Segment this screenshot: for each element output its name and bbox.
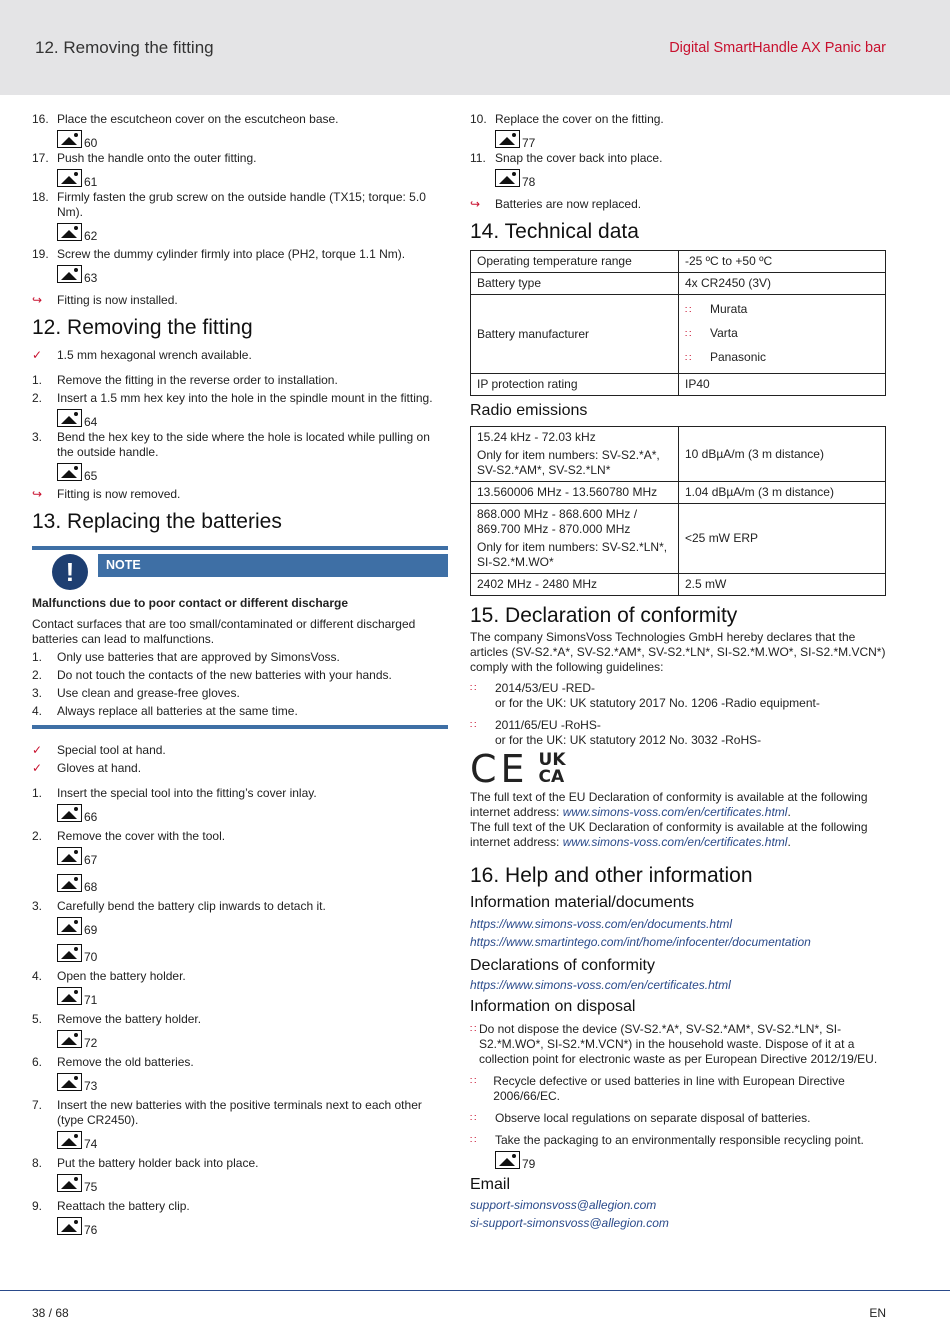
result-arrow-icon: ↪ [32, 487, 43, 501]
image-placeholder: 69 [57, 914, 448, 938]
image-icon [57, 917, 82, 935]
heading-radio: Radio emissions [470, 402, 588, 419]
list-item: 16. Place the escutcheon cover on the escutcheon base. [32, 112, 339, 126]
note-top-bar [32, 546, 448, 550]
list-item: 2. Insert a 1.5 mm hex key into the hole in the spindle mount in the fitting. [32, 391, 433, 405]
disposal-item: ∷ Observe local regulations on separate disposal of batteries. [470, 1111, 811, 1125]
bullet-icon: ∷ [470, 1113, 477, 1124]
image-icon [57, 987, 82, 1005]
list-item: 6. Remove the old batteries. [32, 1055, 194, 1069]
note-bottom-bar [32, 725, 448, 729]
language-code: EN [869, 1306, 886, 1320]
precondition: ✓ 1.5 mm hexagonal wrench available. [32, 348, 252, 362]
image-icon [57, 130, 82, 148]
list-item: 4. Open the battery holder. [32, 969, 186, 983]
table-row: 13.560006 MHz - 13.560780 MHz 1.04 dBµA/m (3 m distance) [471, 482, 886, 504]
guideline-item: ∷ 2014/53/EU -RED- or for the UK: UK statutory 2017 No. 1206 -Radio equipment- [470, 681, 820, 710]
image-icon [57, 1131, 82, 1149]
certificates-link[interactable]: https://www.simons-voss.com/en/certificates.html [470, 978, 731, 992]
image-placeholder: 67 [57, 844, 448, 868]
list-item: 9. Reattach the battery clip. [32, 1199, 190, 1213]
note-item: 2. Do not touch the contacts of the new batteries with your hands. [32, 668, 392, 682]
image-placeholder: 66 [57, 801, 448, 825]
note-item: 1. Only use batteries that are approved by SimonsVoss. [32, 650, 340, 664]
list-item: 10. Replace the cover on the fitting. [470, 112, 664, 126]
left-column [32, 112, 448, 1238]
list-item: 7. Insert the new batteries with the positive terminals next to each other (type CR2450). [32, 1098, 422, 1127]
image-placeholder: 75 [57, 1171, 448, 1195]
note-box [32, 546, 448, 729]
image-icon [57, 1073, 82, 1091]
declaration-text: The company SimonsVoss Technologies GmbH hereby declares that the articles (SV-S2.*A*, SV-S2.*AM*, SV-S2.*LN*, SI-S2.*M.WO*, SI-S2.*M.VCN*) comply with the following guidelines: [470, 630, 886, 674]
precondition: ✓ Gloves at hand. [32, 761, 142, 775]
image-placeholder: 74 [57, 1128, 448, 1152]
heading-declaration: 15. Declaration of conformity [470, 604, 738, 627]
si-support-email-link[interactable]: si-support-simonsvoss@allegion.com [470, 1216, 669, 1230]
image-icon [57, 1030, 82, 1048]
bullet-icon: ∷ [470, 1135, 477, 1146]
table-row: 15.24 kHz - 72.03 kHz Only for item numbers: SV-S2.*A*, SV-S2.*AM*, SV-S2.*LN* 10 dBµA/m (3 m distance) [471, 427, 886, 482]
tech-table [470, 250, 886, 396]
image-placeholder: 78 [495, 166, 886, 190]
list-item: 11. Snap the cover back into place. [470, 151, 663, 165]
list-item: 2. Remove the cover with the tool. [32, 829, 226, 843]
ukca-mark-icon: UK CA [538, 750, 566, 787]
uk-declaration: The full text of the UK Declaration of conformity is available at the following internet address: www.simons-voss.com/en/certificates.html. [470, 820, 868, 849]
heading-replacing: 13. Replacing the batteries [32, 510, 282, 533]
bullet-icon: ∷ [470, 720, 477, 731]
image-icon [57, 169, 82, 187]
list-item: 8. Put the battery holder back into place. [32, 1156, 259, 1170]
note-label: NOTE [98, 554, 448, 577]
product-title: Digital SmartHandle AX Panic bar [669, 40, 886, 56]
list-item: 3. Carefully bend the battery clip inwards to detach it. [32, 899, 326, 913]
documents-link[interactable]: https://www.simons-voss.com/en/documents.html [470, 917, 733, 931]
ce-mark-icon: CE [470, 747, 529, 791]
conformity-marks [470, 747, 886, 791]
right-column [470, 112, 886, 1232]
list-item: 18. Firmly fasten the grub screw on the outside handle (TX15; torque: 5.0 Nm). [32, 190, 426, 219]
image-icon [57, 874, 82, 892]
radio-table [470, 426, 886, 596]
image-icon [57, 463, 82, 481]
table-row: 868.000 MHz - 868.600 MHz / 869.700 MHz - 870.000 MHz Only for item numbers: SV-S2.*LN*, SI-S2.*M.WO* <25 mW ERP [471, 504, 886, 574]
table-row: 2402 MHz - 2480 MHz 2.5 mW [471, 574, 886, 596]
heading-disposal: Information on disposal [470, 998, 636, 1015]
table-row: Operating temperature range -25 ºC to +50 ºC [471, 251, 886, 273]
image-placeholder: 73 [57, 1070, 448, 1094]
precondition: ✓ Special tool at hand. [32, 743, 166, 757]
heading-removing: 12. Removing the fitting [32, 316, 253, 339]
heading-declarations: Declarations of conformity [470, 957, 655, 974]
image-icon [57, 409, 82, 427]
image-icon [57, 1217, 82, 1235]
result-line: ↪ Batteries are now replaced. [470, 197, 642, 211]
result-arrow-icon: ↪ [32, 293, 43, 307]
eu-declaration: The full text of the EU Declaration of conformity is available at the following internet address: www.simons-voss.com/en/certificates.html. [470, 790, 868, 819]
check-icon: ✓ [32, 761, 43, 775]
list-item: 17. Push the handle onto the outer fitting. [32, 151, 257, 165]
image-icon [57, 944, 82, 962]
list-item: 19. Screw the dummy cylinder firmly into place (PH2, torque 1.1 Nm). [32, 247, 406, 261]
disposal-item: ∷ Do not dispose the device (SV-S2.*A*, SV-S2.*AM*, SV-S2.*LN*, SI-S2.*M.WO*, SI-S2.*M.VCN*) in the household waste. Dispose of it at a collection point for electronic waste as per European Directive 2012/19/EU. [470, 1022, 878, 1066]
result-arrow-icon: ↪ [470, 197, 481, 211]
list-item: 1. Remove the fitting in the reverse order to installation. [32, 373, 338, 387]
list-item: ∷ Varta [685, 322, 879, 346]
bullet-icon: ∷ [470, 683, 477, 694]
bullet-icon: ∷ [470, 1024, 477, 1035]
image-placeholder: 77 [495, 127, 886, 151]
image-icon [57, 223, 82, 241]
disposal-item: ∷ Take the packaging to an environmentally responsible recycling point. [470, 1133, 864, 1147]
documentation-link[interactable]: https://www.smartintego.com/int/home/infocenter/documentation [470, 935, 811, 949]
footer-divider [0, 1290, 950, 1291]
image-placeholder: 68 [57, 871, 448, 895]
image-placeholder: 62 [57, 220, 448, 244]
list-item: ∷ Murata [685, 298, 879, 322]
image-icon [495, 1151, 520, 1169]
section-title: 12. Removing the fitting [35, 38, 214, 57]
note-item: 3. Use clean and grease-free gloves. [32, 686, 240, 700]
image-icon [57, 847, 82, 865]
heading-help: 16. Help and other information [470, 864, 753, 887]
image-placeholder: 64 [57, 406, 448, 430]
page-number: 38 / 68 [32, 1306, 69, 1320]
list-item: 1. Insert the special tool into the fitting’s cover inlay. [32, 786, 317, 800]
table-row: Battery type 4x CR2450 (3V) [471, 273, 886, 295]
image-placeholder: 71 [57, 984, 448, 1008]
image-placeholder: 63 [57, 262, 448, 286]
bullet-icon: ∷ [685, 329, 692, 340]
disposal-item: ∷ Recycle defective or used batteries in line with European Directive 2006/66/EC. [470, 1074, 845, 1103]
page-header [0, 0, 950, 95]
note-title: Malfunctions due to poor contact or different discharge [32, 596, 349, 610]
note-text: Contact surfaces that are too small/contaminated or different discharged batteries can lead to malfunctions. [32, 617, 416, 646]
note-item: 4. Always replace all batteries at the same time. [32, 704, 298, 718]
bullet-icon: ∷ [470, 1076, 477, 1087]
bullet-icon: ∷ [685, 305, 692, 316]
image-icon [57, 265, 82, 283]
heading-email: Email [470, 1176, 511, 1193]
support-email-link[interactable]: support-simonsvoss@allegion.com [470, 1198, 657, 1212]
list-item: 3. Bend the hex key to the side where the hole is located while pulling on the outside handle. [32, 430, 430, 459]
image-icon [57, 1174, 82, 1192]
heading-technical-data: 14. Technical data [470, 220, 639, 243]
image-placeholder: 60 [57, 127, 448, 151]
table-row: IP protection rating IP40 [471, 374, 886, 396]
list-item: ∷ Panasonic [685, 346, 879, 370]
image-placeholder: 65 [57, 460, 448, 484]
exclamation-icon: ! [52, 554, 88, 590]
heading-info-material: Information material/documents [470, 894, 695, 911]
image-icon [495, 169, 520, 187]
image-icon [57, 804, 82, 822]
bullet-icon: ∷ [685, 353, 692, 364]
check-icon: ✓ [32, 348, 43, 362]
image-placeholder: 72 [57, 1027, 448, 1051]
uk-certificates-link[interactable]: www.simons-voss.com/en/certificates.html [562, 835, 788, 849]
check-icon: ✓ [32, 743, 43, 757]
table-row: Battery manufacturer ∷ Murata ∷ Varta ∷ Panasonic [471, 295, 886, 374]
image-placeholder: 79 [495, 1148, 886, 1172]
image-placeholder: 70 [57, 941, 448, 965]
result-line: ↪ Fitting is now removed. [32, 487, 181, 501]
result-line: ↪ Fitting is now installed. [32, 293, 178, 307]
image-placeholder: 61 [57, 166, 448, 190]
image-icon [495, 130, 520, 148]
image-placeholder: 76 [57, 1214, 448, 1238]
list-item: 5. Remove the battery holder. [32, 1012, 202, 1026]
guideline-item: ∷ 2011/65/EU -RoHS- or for the UK: UK statutory 2012 No. 3032 -RoHS- [470, 718, 762, 747]
eu-certificates-link[interactable]: www.simons-voss.com/en/certificates.html [562, 805, 788, 819]
